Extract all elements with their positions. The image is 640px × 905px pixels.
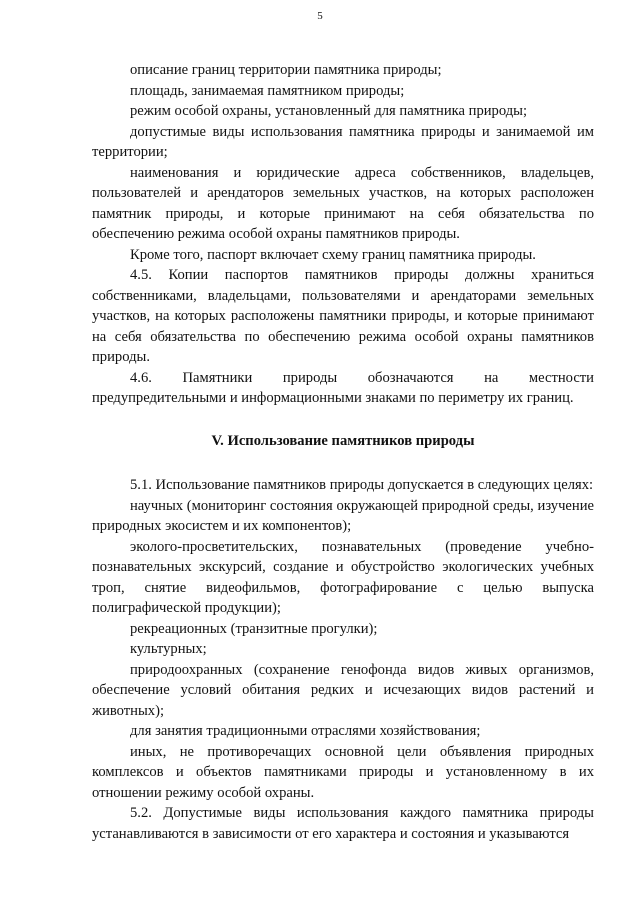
section-heading: V. Использование памятников природы bbox=[211, 432, 475, 449]
paragraph: режим особой охраны, установленный для памятника природы; bbox=[130, 103, 528, 119]
paragraph: описание границ территории памятника природы; bbox=[130, 62, 442, 78]
paragraph: иных, не противоречащих основной цели объявления природных комплексов и объектов памятниками природы и установленному в их отношении режиму особой охраны. bbox=[92, 743, 594, 801]
paragraph: для занятия традиционными отраслями хозяйствования; bbox=[130, 723, 481, 739]
paragraph: научных (мониторинг состояния окружающей природной среды, изучение природных экосистем и их компонентов); bbox=[92, 497, 594, 534]
paragraph: допустимые виды использования памятника природы и занимаемой им территории; bbox=[92, 123, 594, 160]
paragraph: площадь, занимаемая памятником природы; bbox=[130, 82, 405, 99]
paragraph: 5.2. Допустимые виды использования каждого памятника природы устанавливаются в зависимости от его характера и состояния и указываются bbox=[92, 805, 594, 842]
paragraph: Кроме того, паспорт включает схему границ памятника природы. bbox=[130, 246, 536, 263]
paragraph: 5.1. Использование памятников природы допускается в следующих целях: bbox=[130, 477, 594, 493]
paragraph: эколого-просветительских, познавательных (проведение учебно-познавательных экскурсий, создание и обустройство экологических учебных троп, снятие видеофильмов, фотографирование с целью выпуска полиграфической продукции); bbox=[92, 538, 594, 616]
document-body bbox=[92, 60, 594, 844]
paragraph: наименования и юридические адреса собственников, владельцев, пользователей и арендаторов земельных участков, на которых расположен памятник природы, и которые принимают на себя обязательства по обеспечению режима особой охраны памятников природы. bbox=[92, 164, 594, 242]
page-number: 5 bbox=[317, 10, 323, 22]
paragraph: рекреационных (транзитные прогулки); bbox=[130, 620, 378, 637]
paragraph: 4.6. Памятники природы обозначаются на местности предупредительными и информационными знаками по периметру их границ. bbox=[92, 369, 594, 406]
paragraph: 4.5. Копии паспортов памятников природы должны храниться собственниками, владельцами, пользователями и арендаторами земельных участков, на которых расположены памятники природы, и которые принимают на себя обязательства по обеспечению режима особой охраны памятников природы. bbox=[92, 267, 594, 365]
paragraph: культурных; bbox=[130, 641, 207, 657]
paragraph: природоохранных (сохранение генофонда видов живых организмов, обеспечение условий обитания редких и исчезающих видов растений и животных); bbox=[92, 661, 594, 719]
